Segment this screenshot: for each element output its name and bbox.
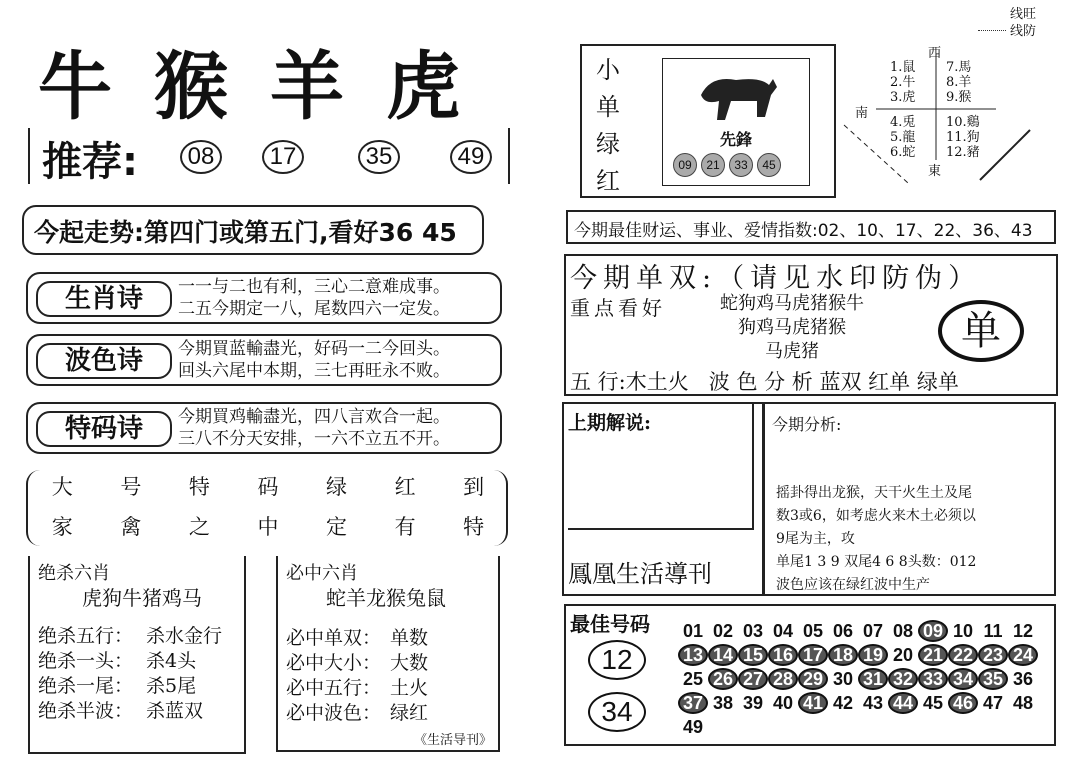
zodiac-entry: 3.虎: [890, 90, 916, 105]
zodiac-entry: 1.鼠: [890, 60, 916, 75]
best-pick: 34: [588, 692, 646, 732]
recommend-number: 08: [180, 140, 222, 174]
ox-icon: [691, 65, 781, 127]
zodiac-entry: 11.狗: [946, 130, 980, 145]
big-char: 之: [188, 515, 210, 539]
number: 47: [982, 693, 1004, 713]
hit-item: [286, 651, 498, 676]
kill-item-value: 杀蓝双: [146, 700, 204, 722]
odd-even-footer: 五 行:木土火 波 色 分 析 蓝双 红单 绿单: [570, 370, 959, 394]
hit-item-label: 必中大小：: [286, 652, 382, 674]
big-row-1: [28, 466, 508, 506]
focus-line: 蛇狗鸡马虎猪猴牛: [720, 293, 864, 314]
number: 06: [832, 621, 854, 641]
big-char: 特: [463, 515, 485, 539]
poem-line: 一一与二也有利，三心二意难成事。: [178, 277, 450, 297]
number: 45: [922, 693, 944, 713]
kill-item-value: 杀水金行: [146, 625, 223, 647]
big-char: 禽: [120, 515, 142, 539]
dotted-line: [978, 30, 1006, 31]
poem-tag: 波色诗: [36, 343, 172, 379]
recommend-section: [28, 128, 510, 184]
circled-number: 22: [948, 644, 978, 666]
hit-item-value: 土火: [390, 677, 429, 699]
poem-line: 今期買鸡輸盡光，四八言欢合一起。: [178, 407, 450, 427]
circled-number: 18: [828, 644, 858, 666]
circled-number: 32: [888, 668, 918, 690]
number: 48: [1012, 693, 1034, 713]
legend-strong: 线旺: [1010, 7, 1037, 22]
big-char: 特: [188, 475, 210, 499]
zodiac-entry: 2.牛: [890, 75, 916, 90]
number: 11: [983, 621, 1003, 641]
number: 25: [682, 669, 704, 689]
brand-name: 鳳凰生活導刊: [568, 560, 712, 588]
zodiac-entry: 6.蛇: [890, 145, 916, 160]
kill-item: [38, 674, 244, 699]
xiaodan-side-char: 红: [596, 167, 620, 195]
circled-number: 28: [768, 668, 798, 690]
hit-item-label: 必中波色：: [286, 702, 382, 724]
big-char: 号: [120, 475, 142, 499]
circled-number: 19: [858, 644, 888, 666]
hit-item: [286, 626, 498, 651]
circled-number: 23: [978, 644, 1008, 666]
page-title: 牛猴羊虎: [38, 44, 502, 130]
legend-guard: 线防: [1010, 24, 1037, 39]
best-pick: 12: [588, 640, 646, 680]
zodiac-entry: 5.龍: [890, 130, 916, 145]
circled-number: 13: [678, 644, 708, 666]
poem-line: 今期買蓝輸盡光，好码一二今回头。: [178, 339, 450, 359]
hit-item: [286, 676, 498, 701]
xiaodan-side-char: 单: [596, 93, 620, 121]
hit-title: 必中六肖: [286, 563, 358, 584]
circled-number: 15: [738, 644, 768, 666]
kill-title: 绝杀六肖: [38, 563, 110, 584]
odd-even-heading: 今期单双:（请见水印防伪）: [570, 263, 982, 294]
pioneer-ball: 45: [757, 153, 781, 177]
recommend-number: 49: [450, 140, 492, 174]
zodiac-entry: 7.馬: [946, 60, 972, 75]
kill-item-label: 绝杀五行：: [38, 625, 134, 647]
circled-number: 24: [1008, 644, 1038, 666]
analysis-line: 摇卦得出龙猴，天干火生土及尾: [776, 485, 972, 501]
compass-west: 西: [928, 46, 942, 61]
big-char: 中: [257, 515, 279, 539]
zodiac-entry: 4.兎: [890, 115, 916, 130]
focus-line: 狗鸡马虎猪猴: [738, 317, 846, 338]
kill-item: [38, 649, 244, 674]
number: 40: [772, 693, 794, 713]
focus-line: 马虎猪: [765, 341, 819, 362]
focus-label: 重点看好: [570, 296, 666, 320]
hit-item: [286, 701, 498, 726]
analysis-line: 9尾为主，攻: [776, 531, 855, 547]
number: 20: [892, 645, 914, 665]
circled-number: 16: [768, 644, 798, 666]
compass-south: 南: [855, 106, 869, 121]
trend-banner: 今起走势:第四门或第五门,看好36 45: [22, 205, 484, 255]
last-title: 上期解说:: [568, 412, 652, 434]
analysis-title: 今期分析:: [772, 415, 842, 434]
odd-stamp: 单: [938, 300, 1024, 362]
number: 03: [742, 621, 764, 641]
pioneer-ball: 33: [729, 153, 753, 177]
circled-number: 17: [798, 644, 828, 666]
kill-zodiacs: 虎狗牛猪鸡马: [82, 586, 202, 610]
big-char: 大: [51, 475, 73, 499]
big-char: 定: [326, 515, 348, 539]
hit-item-value: 单数: [390, 627, 429, 649]
number: 02: [712, 621, 734, 641]
poem-line: 回头六尾中本期，三七再旺永不败。: [178, 361, 450, 381]
pioneer-ball: 21: [701, 153, 725, 177]
analysis-box: [562, 402, 1056, 596]
hit-item-value: 大数: [390, 652, 429, 674]
number: 05: [802, 621, 824, 641]
zodiac-entry: 12.豬: [946, 145, 980, 160]
circled-number: 33: [918, 668, 948, 690]
circled-number: 29: [798, 668, 828, 690]
hit-item-value: 绿红: [390, 702, 429, 724]
compass-east: 東: [928, 164, 942, 179]
fortune-index: 今期最佳财运、事业、爱情指数:02、10、17、22、36、43: [566, 210, 1056, 244]
big-char: 到: [463, 475, 485, 499]
circled-number: 34: [948, 668, 978, 690]
pioneer-ball: 09: [673, 153, 697, 177]
poem-line: 二五今期定一八，尾数四六一定发。: [178, 299, 450, 319]
circled-number: 31: [858, 668, 888, 690]
pioneer-card: [662, 58, 810, 186]
circled-number: 27: [738, 668, 768, 690]
number: 49: [682, 717, 704, 737]
number: 04: [772, 621, 794, 641]
best-numbers-box: [564, 604, 1056, 746]
circled-number: 37: [678, 692, 708, 714]
kill-item: [38, 624, 244, 649]
line-legend: [1010, 6, 1036, 40]
poem-tag: 生肖诗: [36, 281, 172, 317]
number: 39: [742, 693, 764, 713]
pioneer-caption: 先鋒: [719, 130, 752, 149]
circled-number: 26: [708, 668, 738, 690]
zodiac-entry: 9.猴: [946, 90, 972, 105]
focus-lines: [702, 292, 882, 364]
big-char: 码: [257, 475, 279, 499]
analysis-line: 数3或6，如考虑火来木土必须以: [776, 508, 976, 524]
big-row-2: [28, 506, 508, 546]
odd-even-box: [564, 254, 1058, 396]
zodiac-entry: 10.鷄: [946, 115, 980, 130]
number: 42: [832, 693, 854, 713]
kill-item-label: 绝杀一头：: [38, 650, 134, 672]
source-label: 《生活导刊》: [413, 733, 492, 748]
big-char: 绿: [326, 475, 348, 499]
circled-number: 09: [918, 620, 948, 642]
circled-number: 35: [978, 668, 1008, 690]
hit-zodiacs: 蛇羊龙猴兔鼠: [326, 586, 446, 610]
hit-item-label: 必中单双：: [286, 627, 382, 649]
xiaodan-side-char: 绿: [596, 130, 620, 158]
kill-panel: [28, 556, 246, 754]
circled-number: 46: [948, 692, 978, 714]
circled-number: 44: [888, 692, 918, 714]
poem-color: [26, 334, 502, 386]
kill-item-label: 绝杀一尾：: [38, 675, 134, 697]
kill-item-label: 绝杀半波：: [38, 700, 134, 722]
xiaodan-box: [580, 44, 836, 198]
kill-item-value: 杀5尾: [146, 675, 197, 697]
poem-tag: 特码诗: [36, 411, 172, 447]
recommend-number: 35: [358, 140, 400, 174]
analysis-line: 单尾1 3 9 双尾4 6 8头数：012: [776, 554, 977, 570]
xiaodan-side-char: 小: [596, 56, 620, 84]
number: 36: [1012, 669, 1034, 689]
hit-panel: [276, 556, 500, 752]
number: 12: [1012, 621, 1034, 641]
last-divider: [568, 404, 754, 530]
poem-line: 三八不分天安排，一六不立五不开。: [178, 429, 450, 449]
kill-item: [38, 699, 244, 724]
number: 43: [862, 693, 884, 713]
big-char: 红: [394, 475, 416, 499]
hit-item-label: 必中五行：: [286, 677, 382, 699]
kill-item-value: 杀4头: [146, 650, 197, 672]
poem-special: [26, 402, 502, 454]
circled-number: 41: [798, 692, 828, 714]
number: 30: [832, 669, 854, 689]
analysis-divider: [762, 404, 765, 594]
number: 01: [682, 621, 704, 641]
circled-number: 21: [918, 644, 948, 666]
poem-zodiac: [26, 272, 502, 324]
number: 08: [892, 621, 914, 641]
recommend-label: 推荐:: [42, 139, 138, 185]
zodiac-entry: 8.羊: [946, 75, 972, 90]
circled-number: 14: [708, 644, 738, 666]
number: 07: [862, 621, 884, 641]
analysis-line: 波色应该在绿红波中生产: [776, 577, 930, 593]
big-char: 家: [51, 515, 73, 539]
number: 38: [712, 693, 734, 713]
recommend-number: 17: [262, 140, 304, 174]
big-char: 有: [394, 515, 416, 539]
best-title: 最佳号码: [570, 612, 650, 636]
number: 10: [952, 621, 974, 641]
